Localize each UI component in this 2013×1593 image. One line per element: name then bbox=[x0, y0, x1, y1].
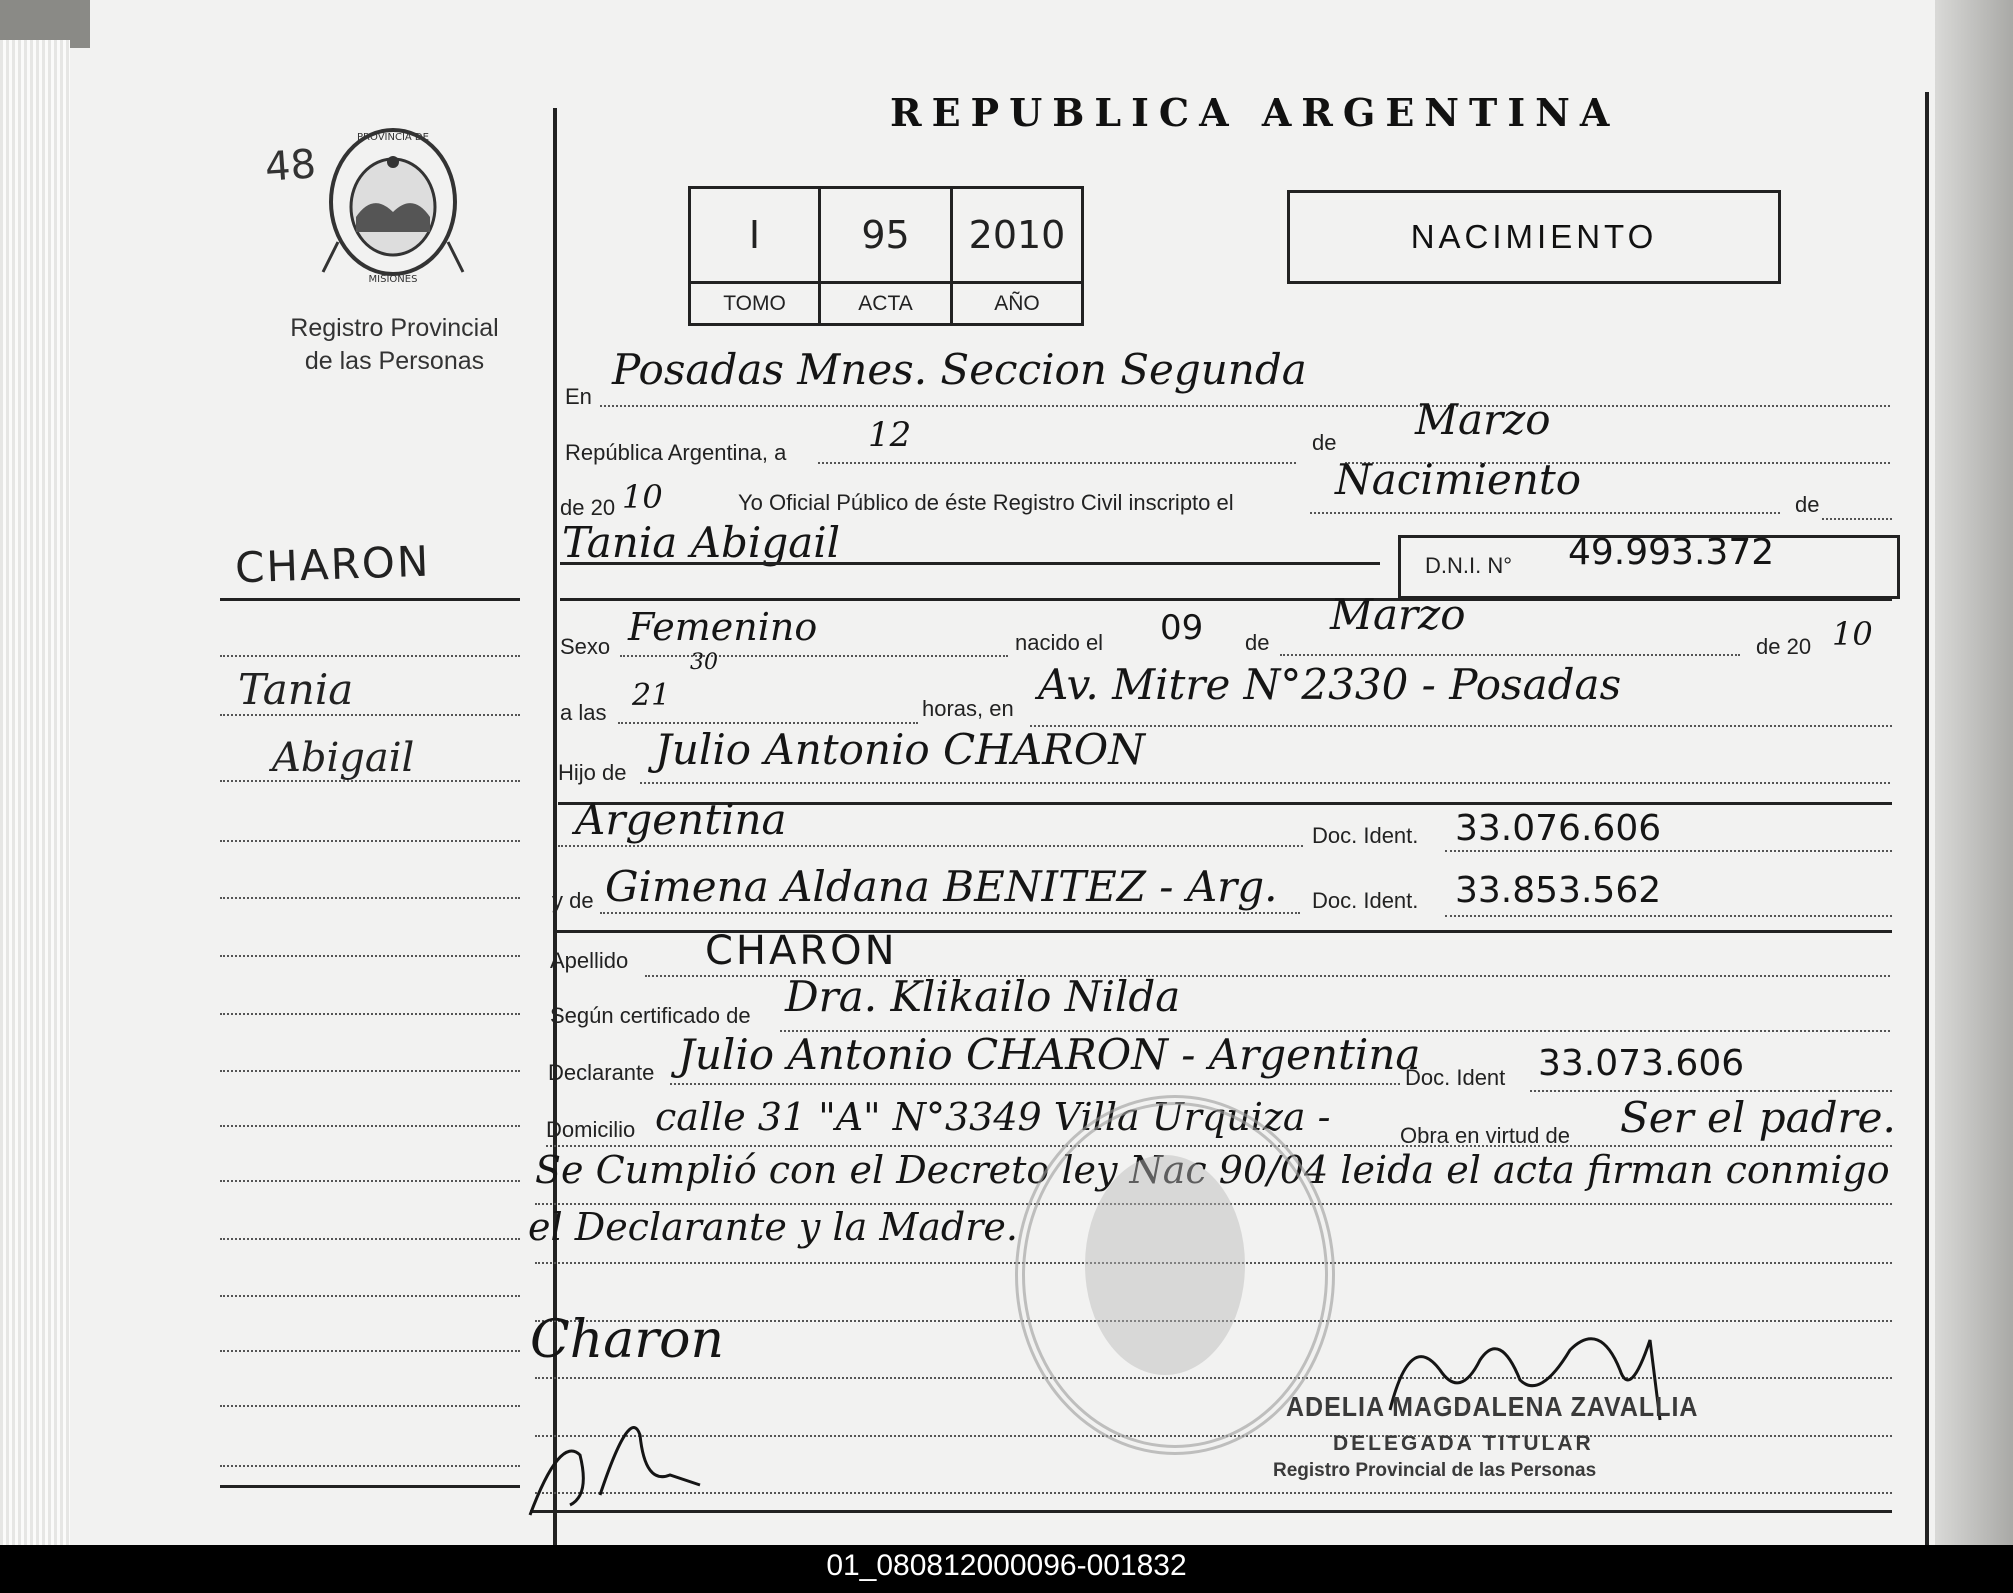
field-line bbox=[818, 462, 1296, 464]
declarante-doc-value: 33.073.606 bbox=[1538, 1043, 1745, 1084]
en-value: Posadas Mnes. Seccion Segunda bbox=[612, 345, 1307, 394]
doc-ident-label-3: Doc. Ident bbox=[1405, 1065, 1506, 1090]
dni-value: 49.993.372 bbox=[1568, 532, 1775, 573]
nacido-label: nacido el bbox=[1015, 630, 1104, 655]
domicilio-value: calle 31 "A" N°3349 Villa Urquiza - bbox=[655, 1095, 1331, 1139]
officer-name: ADELIA MAGDALENA ZAVALLIA bbox=[1286, 1391, 1699, 1423]
margin-rule bbox=[220, 1013, 520, 1015]
fingerprint-mark bbox=[1085, 1155, 1245, 1375]
mother-signature bbox=[520, 1375, 720, 1525]
tomo-label: TOMO bbox=[691, 284, 821, 323]
hour-value: 21 bbox=[632, 678, 671, 713]
officer-organization: Registro Provincial de las Personas bbox=[1273, 1460, 1597, 1481]
segun-label: Según certificado de bbox=[550, 1003, 751, 1028]
form-right-border bbox=[1925, 92, 1929, 1545]
republica-label: República Argentina, a bbox=[565, 440, 787, 465]
day-value: 12 bbox=[868, 415, 912, 455]
field-line bbox=[618, 722, 918, 724]
margin-rule bbox=[220, 1070, 520, 1072]
declarante-label: Declarante bbox=[548, 1060, 655, 1085]
father-nationality-value: Argentina bbox=[575, 795, 787, 844]
margin-rule bbox=[220, 1125, 520, 1127]
field-line bbox=[1445, 850, 1892, 852]
acta-value: 95 bbox=[821, 189, 953, 284]
obra-value: Ser el padre. bbox=[1620, 1093, 1896, 1142]
margin-rule bbox=[220, 1295, 520, 1297]
yde-label: y de bbox=[552, 888, 594, 913]
field-line bbox=[640, 782, 1890, 784]
registry-name bbox=[262, 312, 527, 378]
domicilio-label: Domicilio bbox=[546, 1117, 636, 1142]
field-line bbox=[620, 655, 1008, 657]
certificado-value: Dra. Klikailo Nilda bbox=[785, 972, 1181, 1021]
hijo-label: Hijo de bbox=[558, 760, 627, 785]
birth-year-suffix-value: 10 bbox=[1832, 615, 1873, 653]
margin-rule bbox=[220, 655, 520, 657]
notes-line1: Se Cumplió con el Decreto ley Nac 90/04 leida el acta firman conmigo bbox=[535, 1148, 1890, 1192]
margin-given-name-1: Tania bbox=[238, 665, 354, 714]
margin-rule bbox=[220, 1465, 520, 1467]
horas-label: horas, en bbox=[922, 696, 1014, 721]
alas-label: a las bbox=[560, 700, 607, 725]
field-line bbox=[1530, 1090, 1892, 1092]
mother-doc-value: 33.853.562 bbox=[1455, 870, 1662, 911]
birth-month-value: Marzo bbox=[1330, 590, 1466, 639]
anio-label: AÑO bbox=[994, 291, 1040, 315]
record-type-box: NACIMIENTO bbox=[1287, 190, 1781, 284]
margin-surname: CHARON bbox=[234, 536, 432, 593]
field-line bbox=[1445, 915, 1892, 917]
field-line bbox=[535, 1492, 1892, 1494]
book-page-edges bbox=[0, 40, 70, 1545]
margin-rule bbox=[220, 840, 520, 842]
margin-rule bbox=[220, 598, 520, 601]
field-line bbox=[1030, 725, 1892, 727]
acta-label: ACTA bbox=[821, 284, 953, 323]
apellido-label: Apellido bbox=[550, 948, 629, 973]
field-line bbox=[600, 405, 1890, 407]
birth-day-value: 09 bbox=[1160, 608, 1204, 648]
country-title: REPUBLICA ARGENTINA bbox=[890, 90, 1620, 135]
margin-given-name-2: Abigail bbox=[272, 735, 415, 781]
declarante-value: Julio Antonio CHARON - Argentina bbox=[678, 1030, 1421, 1079]
seal-text-bottom: MISIONES bbox=[368, 274, 418, 285]
month-value: Marzo bbox=[1415, 395, 1551, 444]
margin-rule bbox=[220, 1405, 520, 1407]
margin-rule bbox=[220, 897, 520, 899]
apellido-value: CHARON bbox=[705, 928, 898, 974]
field-line bbox=[670, 1083, 1400, 1085]
margin-rule bbox=[220, 955, 520, 957]
tomo-value: I bbox=[691, 189, 821, 284]
de-label-2: de bbox=[1795, 492, 1820, 517]
field-line bbox=[560, 598, 1892, 601]
margin-rule bbox=[220, 1180, 520, 1182]
reference-box bbox=[688, 186, 1084, 326]
mother-value: Gimena Aldana BENITEZ - Arg. bbox=[605, 862, 1278, 911]
minute-value: 30 bbox=[690, 650, 718, 675]
sexo-label: Sexo bbox=[560, 634, 611, 659]
doc-ident-label-2: Doc. Ident. bbox=[1312, 888, 1419, 913]
field-line bbox=[1280, 654, 1740, 656]
father-value: Julio Antonio CHARON bbox=[655, 725, 1145, 774]
father-doc-value: 33.076.606 bbox=[1455, 808, 1662, 849]
officer-title: DELEGADA TITULAR bbox=[1333, 1432, 1594, 1455]
margin-rule bbox=[220, 780, 520, 782]
de-label-3: de bbox=[1245, 630, 1270, 655]
registry-name-line1: Registro Provincial bbox=[290, 314, 499, 342]
field-line bbox=[600, 912, 1300, 914]
year-prefix-label: de 20 bbox=[560, 495, 616, 520]
margin-rule bbox=[220, 1350, 520, 1352]
field-line bbox=[530, 1510, 1892, 1513]
field-line bbox=[1822, 518, 1892, 520]
en-label: En bbox=[565, 384, 592, 409]
oficial-label: Yo Oficial Público de éste Registro Civil inscripto el bbox=[738, 490, 1234, 515]
field-line bbox=[1310, 512, 1780, 514]
de-label: de bbox=[1312, 430, 1337, 455]
anio-value: 2010 bbox=[953, 189, 1081, 284]
margin-rule bbox=[220, 1238, 520, 1240]
field-line bbox=[560, 562, 1380, 565]
place-value: Av. Mitre N°2330 - Posadas bbox=[1038, 660, 1622, 709]
margin-rule bbox=[220, 714, 520, 716]
field-line bbox=[558, 845, 1303, 847]
registry-name-line2: de las Personas bbox=[304, 347, 485, 375]
sexo-value: Femenino bbox=[628, 605, 818, 649]
page-shadow bbox=[1935, 0, 2013, 1545]
year-suffix-value: 10 bbox=[622, 478, 663, 516]
document-code: 01_080812000096-001832 bbox=[826, 1549, 1187, 1582]
province-seal-icon bbox=[318, 122, 468, 292]
dni-label: D.N.I. N° bbox=[1425, 553, 1513, 578]
page-number: 48 bbox=[263, 141, 318, 191]
declarant-signature: Charon bbox=[530, 1310, 724, 1370]
obra-label: Obra en virtud de bbox=[1400, 1123, 1570, 1148]
de20-label: de 20 bbox=[1756, 634, 1812, 659]
margin-rule bbox=[220, 1485, 520, 1488]
notes-line2: el Declarante y la Madre. bbox=[528, 1205, 1018, 1249]
doc-ident-label: Doc. Ident. bbox=[1312, 823, 1419, 848]
inscribed-value: Nacimiento bbox=[1335, 455, 1582, 504]
seal-text-top: PROVINCIA DE bbox=[357, 132, 429, 143]
registrant-value: Tania Abigail bbox=[562, 518, 841, 567]
